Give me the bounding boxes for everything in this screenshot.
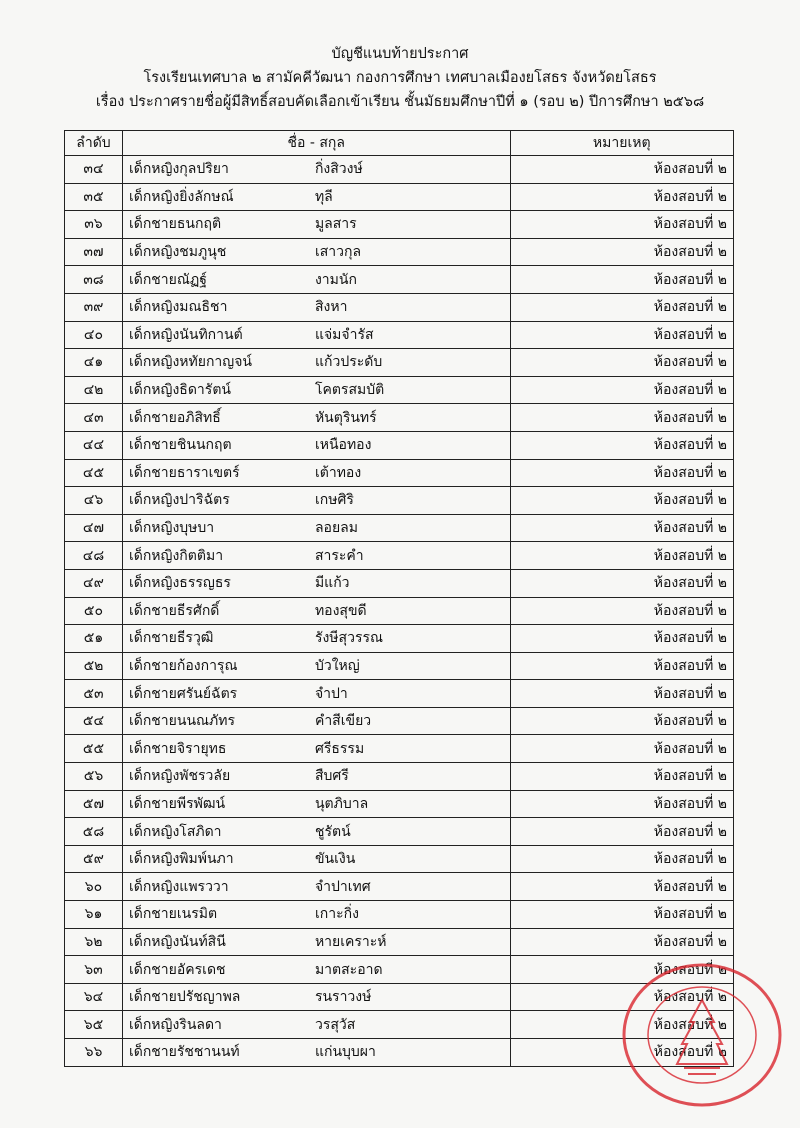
row-note: ห้องสอบที่ ๒ xyxy=(510,707,734,735)
table-row xyxy=(65,956,734,984)
table-row xyxy=(65,707,734,735)
row-number: ๕๗ xyxy=(65,790,123,818)
row-last-name: ชูรัตน์ xyxy=(314,823,351,840)
row-note: ห้องสอบที่ ๒ xyxy=(510,183,734,211)
row-fullname xyxy=(122,404,510,432)
table-header-row xyxy=(65,131,734,156)
row-fullname xyxy=(122,652,510,680)
row-first-name: เด็กหญิงมณธิชา xyxy=(128,299,228,316)
table-row xyxy=(65,376,734,404)
row-last-name: สิงหา xyxy=(314,299,348,316)
header-subject: เรื่อง ประกาศรายชื่อผู้มีสิทธิ์สอบคัดเลือกเข้าเรียน ชั้นมัธยมศึกษาปีที่ ๑ (รอบ ๒) ปีการศึกษา ๒๕๖๘ xyxy=(95,94,705,110)
row-number: ๓๗ xyxy=(65,238,123,266)
table-row xyxy=(65,514,734,542)
row-first-name: เด็กหญิงโสภิดา xyxy=(128,823,222,840)
table-row xyxy=(65,845,734,873)
row-note: ห้องสอบที่ ๒ xyxy=(510,211,734,239)
row-fullname xyxy=(122,597,510,625)
row-fullname xyxy=(122,680,510,708)
row-fullname xyxy=(122,873,510,901)
document-header xyxy=(0,42,800,114)
row-last-name: รนราวงษ์ xyxy=(314,989,372,1006)
row-number: ๖๐ xyxy=(65,873,123,901)
row-number: ๕๔ xyxy=(65,707,123,735)
row-note: ห้องสอบที่ ๒ xyxy=(510,790,734,818)
row-fullname xyxy=(122,1039,510,1067)
table-row xyxy=(65,873,734,901)
row-note: ห้องสอบที่ ๒ xyxy=(510,459,734,487)
row-last-name: เหนือทอง xyxy=(314,437,372,454)
table-row xyxy=(65,569,734,597)
row-number: ๖๖ xyxy=(65,1039,123,1067)
table-row xyxy=(65,266,734,294)
row-fullname xyxy=(122,321,510,349)
table-row xyxy=(65,293,734,321)
row-note: ห้องสอบที่ ๒ xyxy=(510,818,734,846)
row-number: ๔๔ xyxy=(65,431,123,459)
row-last-name: เต้าทอง xyxy=(314,464,362,481)
row-first-name: เด็กชายพีรพัฒน์ xyxy=(128,795,226,812)
table-row xyxy=(65,983,734,1011)
table-row xyxy=(65,625,734,653)
row-note: ห้องสอบที่ ๒ xyxy=(510,238,734,266)
table-row xyxy=(65,1011,734,1039)
row-fullname xyxy=(122,818,510,846)
table-row xyxy=(65,349,734,377)
table-row xyxy=(65,431,734,459)
row-number: ๖๕ xyxy=(65,1011,123,1039)
row-first-name: เด็กชายอภิสิทธิ์ xyxy=(128,409,221,426)
table-row xyxy=(65,156,734,184)
table-row xyxy=(65,404,734,432)
table-row xyxy=(65,652,734,680)
row-first-name: เด็กหญิงนันทิกานต์ xyxy=(128,326,243,343)
table-row xyxy=(65,735,734,763)
row-first-name: เด็กหญิงกุลปริยา xyxy=(128,161,229,178)
row-first-name: เด็กหญิงชมภูนุช xyxy=(128,244,227,261)
row-fullname xyxy=(122,928,510,956)
header-note: หมายเหตุ xyxy=(510,131,734,156)
row-number: ๔๗ xyxy=(65,514,123,542)
row-last-name: วรสุวัส xyxy=(314,1016,356,1033)
row-number: ๓๙ xyxy=(65,293,123,321)
row-fullname xyxy=(122,845,510,873)
row-last-name: หายเคราะห์ xyxy=(314,933,387,950)
row-last-name: รังษีสุวรรณ xyxy=(314,630,383,647)
row-note: ห้องสอบที่ ๒ xyxy=(510,845,734,873)
row-last-name: คำสีเขียว xyxy=(314,713,372,730)
row-fullname xyxy=(122,487,510,515)
header-title: บัญชีแนบท้ายประกาศ xyxy=(331,46,469,62)
row-last-name: จำปา xyxy=(314,685,348,702)
row-fullname xyxy=(122,514,510,542)
row-note: ห้องสอบที่ ๒ xyxy=(510,349,734,377)
row-first-name: เด็กหญิงธรรญธร xyxy=(128,575,231,592)
row-note: ห้องสอบที่ ๒ xyxy=(510,1039,734,1067)
row-note: ห้องสอบที่ ๒ xyxy=(510,735,734,763)
row-last-name: เสาวกุล xyxy=(314,244,362,261)
row-number: ๕๘ xyxy=(65,818,123,846)
table-row xyxy=(65,680,734,708)
row-number: ๕๖ xyxy=(65,763,123,791)
row-first-name: เด็กชายนนณภัทร xyxy=(128,713,235,730)
row-last-name: หันตุรินทร์ xyxy=(314,409,377,426)
row-last-name: แจ่มจำรัส xyxy=(314,326,374,343)
row-fullname xyxy=(122,293,510,321)
row-first-name: เด็กหญิงนันท์สินี xyxy=(128,933,226,950)
row-first-name: เด็กหญิงยิ่งลักษณ์ xyxy=(128,188,234,205)
row-note: ห้องสอบที่ ๒ xyxy=(510,321,734,349)
row-last-name: ขันเงิน xyxy=(314,851,356,868)
row-note: ห้องสอบที่ ๒ xyxy=(510,293,734,321)
row-number: ๔๙ xyxy=(65,569,123,597)
table-row xyxy=(65,238,734,266)
row-first-name: เด็กชายธีรศักดิ์ xyxy=(128,602,220,619)
row-note: ห้องสอบที่ ๒ xyxy=(510,1011,734,1039)
table-row xyxy=(65,818,734,846)
row-number: ๓๔ xyxy=(65,156,123,184)
table-row xyxy=(65,763,734,791)
row-note: ห้องสอบที่ ๒ xyxy=(510,956,734,984)
row-first-name: เด็กหญิงปาริฉัตร xyxy=(128,492,230,509)
row-first-name: เด็กชายก้องการุณ xyxy=(128,657,238,674)
row-note: ห้องสอบที่ ๒ xyxy=(510,376,734,404)
row-first-name: เด็กชายอัครเดช xyxy=(128,961,226,978)
table-row xyxy=(65,487,734,515)
row-note: ห้องสอบที่ ๒ xyxy=(510,404,734,432)
row-number: ๓๘ xyxy=(65,266,123,294)
row-note: ห้องสอบที่ ๒ xyxy=(510,652,734,680)
row-number: ๖๓ xyxy=(65,956,123,984)
row-first-name: เด็กชายธนกฤติ xyxy=(128,216,222,233)
row-first-name: เด็กหญิงบุษบา xyxy=(128,520,215,537)
row-note: ห้องสอบที่ ๒ xyxy=(510,542,734,570)
row-last-name: สาระคำ xyxy=(314,547,364,564)
row-first-name: เด็กชายชินนกฤต xyxy=(128,437,232,454)
row-note: ห้องสอบที่ ๒ xyxy=(510,680,734,708)
row-note: ห้องสอบที่ ๒ xyxy=(510,873,734,901)
row-number: ๔๘ xyxy=(65,542,123,570)
header-number: ลำดับ xyxy=(65,131,123,156)
row-fullname xyxy=(122,376,510,404)
row-number: ๕๐ xyxy=(65,597,123,625)
row-number: ๔๐ xyxy=(65,321,123,349)
row-number: ๕๕ xyxy=(65,735,123,763)
row-fullname xyxy=(122,735,510,763)
row-first-name: เด็กชายจิรายุทธ xyxy=(128,740,227,757)
table-row xyxy=(65,928,734,956)
row-number: ๓๖ xyxy=(65,211,123,239)
row-first-name: เด็กชายเนรมิต xyxy=(128,906,218,923)
row-number: ๔๑ xyxy=(65,349,123,377)
row-fullname xyxy=(122,569,510,597)
row-number: ๓๕ xyxy=(65,183,123,211)
candidate-table xyxy=(64,130,734,1067)
row-number: ๖๑ xyxy=(65,901,123,929)
row-last-name: มูลสาร xyxy=(314,216,357,233)
row-note: ห้องสอบที่ ๒ xyxy=(510,514,734,542)
row-last-name: มีแก้ว xyxy=(314,575,350,592)
table-row xyxy=(65,321,734,349)
row-fullname xyxy=(122,238,510,266)
table-row xyxy=(65,901,734,929)
row-note: ห้องสอบที่ ๒ xyxy=(510,266,734,294)
row-last-name: สืบศรี xyxy=(314,768,349,785)
row-last-name: นุตภิบาล xyxy=(314,795,369,812)
row-fullname xyxy=(122,790,510,818)
row-number: ๔๓ xyxy=(65,404,123,432)
row-number: ๔๕ xyxy=(65,459,123,487)
row-note: ห้องสอบที่ ๒ xyxy=(510,983,734,1011)
row-fullname xyxy=(122,156,510,184)
table-row xyxy=(65,211,734,239)
row-last-name: มาตสะอาด xyxy=(314,961,383,978)
row-last-name: ทองสุขดี xyxy=(314,602,367,619)
row-number: ๕๓ xyxy=(65,680,123,708)
row-number: ๔๖ xyxy=(65,487,123,515)
row-fullname xyxy=(122,901,510,929)
row-fullname xyxy=(122,956,510,984)
row-note: ห้องสอบที่ ๒ xyxy=(510,625,734,653)
row-fullname xyxy=(122,431,510,459)
row-last-name: เกษศิริ xyxy=(314,492,354,509)
header-name: ชื่อ - สกุล xyxy=(122,131,510,156)
row-note: ห้องสอบที่ ๒ xyxy=(510,597,734,625)
row-fullname xyxy=(122,183,510,211)
row-fullname xyxy=(122,459,510,487)
row-number: ๕๒ xyxy=(65,652,123,680)
header-school: โรงเรียนเทศบาล ๒ สามัคคีวัฒนา กองการศึกษา เทศบาลเมืองยโสธร จังหวัดยโสธร xyxy=(143,70,657,86)
row-first-name: เด็กหญิงพัชรวลัย xyxy=(128,768,231,785)
row-first-name: เด็กชายปรัชญาพล xyxy=(128,989,241,1006)
table-row xyxy=(65,542,734,570)
row-last-name: งามนัก xyxy=(314,271,357,288)
row-first-name: เด็กชายรัชชานนท์ xyxy=(128,1044,240,1061)
row-fullname xyxy=(122,763,510,791)
row-note: ห้องสอบที่ ๒ xyxy=(510,901,734,929)
table-row xyxy=(65,1039,734,1067)
row-first-name: เด็กหญิงพิมพ์นภา xyxy=(128,851,234,868)
row-last-name: บัวใหญ่ xyxy=(314,657,360,674)
row-first-name: เด็กชายณัฏฐ์ xyxy=(128,271,207,288)
row-last-name: ลอยลม xyxy=(314,520,358,537)
row-last-name: แก้วประดับ xyxy=(314,354,383,371)
row-number: ๕๑ xyxy=(65,625,123,653)
row-note: ห้องสอบที่ ๒ xyxy=(510,928,734,956)
row-last-name: จำปาเทศ xyxy=(314,878,371,895)
row-first-name: เด็กหญิงกิตติมา xyxy=(128,547,224,564)
row-number: ๕๙ xyxy=(65,845,123,873)
row-first-name: เด็กหญิงหทัยกาญจน์ xyxy=(128,354,252,371)
row-fullname xyxy=(122,1011,510,1039)
table-row xyxy=(65,790,734,818)
row-fullname xyxy=(122,266,510,294)
row-number: ๔๒ xyxy=(65,376,123,404)
row-note: ห้องสอบที่ ๒ xyxy=(510,431,734,459)
row-fullname xyxy=(122,983,510,1011)
row-last-name: เกาะกิ่ง xyxy=(314,906,359,923)
row-fullname xyxy=(122,625,510,653)
row-fullname xyxy=(122,542,510,570)
row-first-name: เด็กหญิงแพรววา xyxy=(128,878,229,895)
row-first-name: เด็กชายธาราเขตร์ xyxy=(128,464,240,481)
row-first-name: เด็กหญิงธิดารัตน์ xyxy=(128,382,231,399)
row-last-name: ทุลี xyxy=(314,188,333,205)
table-row xyxy=(65,459,734,487)
row-fullname xyxy=(122,707,510,735)
row-last-name: ศรีธรรม xyxy=(314,740,365,757)
table-row xyxy=(65,597,734,625)
row-last-name: โคตรสมบัติ xyxy=(314,382,385,399)
table-row xyxy=(65,183,734,211)
row-note: ห้องสอบที่ ๒ xyxy=(510,156,734,184)
row-last-name: แก่นบุบผา xyxy=(314,1044,376,1061)
row-first-name: เด็กชายศรันย์ฉัตร xyxy=(128,685,238,702)
row-fullname xyxy=(122,211,510,239)
row-number: ๖๒ xyxy=(65,928,123,956)
row-first-name: เด็กชายธีรวุฒิ xyxy=(128,630,214,647)
row-note: ห้องสอบที่ ๒ xyxy=(510,763,734,791)
row-first-name: เด็กหญิงรินลดา xyxy=(128,1016,222,1033)
row-fullname xyxy=(122,349,510,377)
row-note: ห้องสอบที่ ๒ xyxy=(510,487,734,515)
row-number: ๖๔ xyxy=(65,983,123,1011)
row-last-name: กิ่งสิวงษ์ xyxy=(314,161,363,178)
row-note: ห้องสอบที่ ๒ xyxy=(510,569,734,597)
